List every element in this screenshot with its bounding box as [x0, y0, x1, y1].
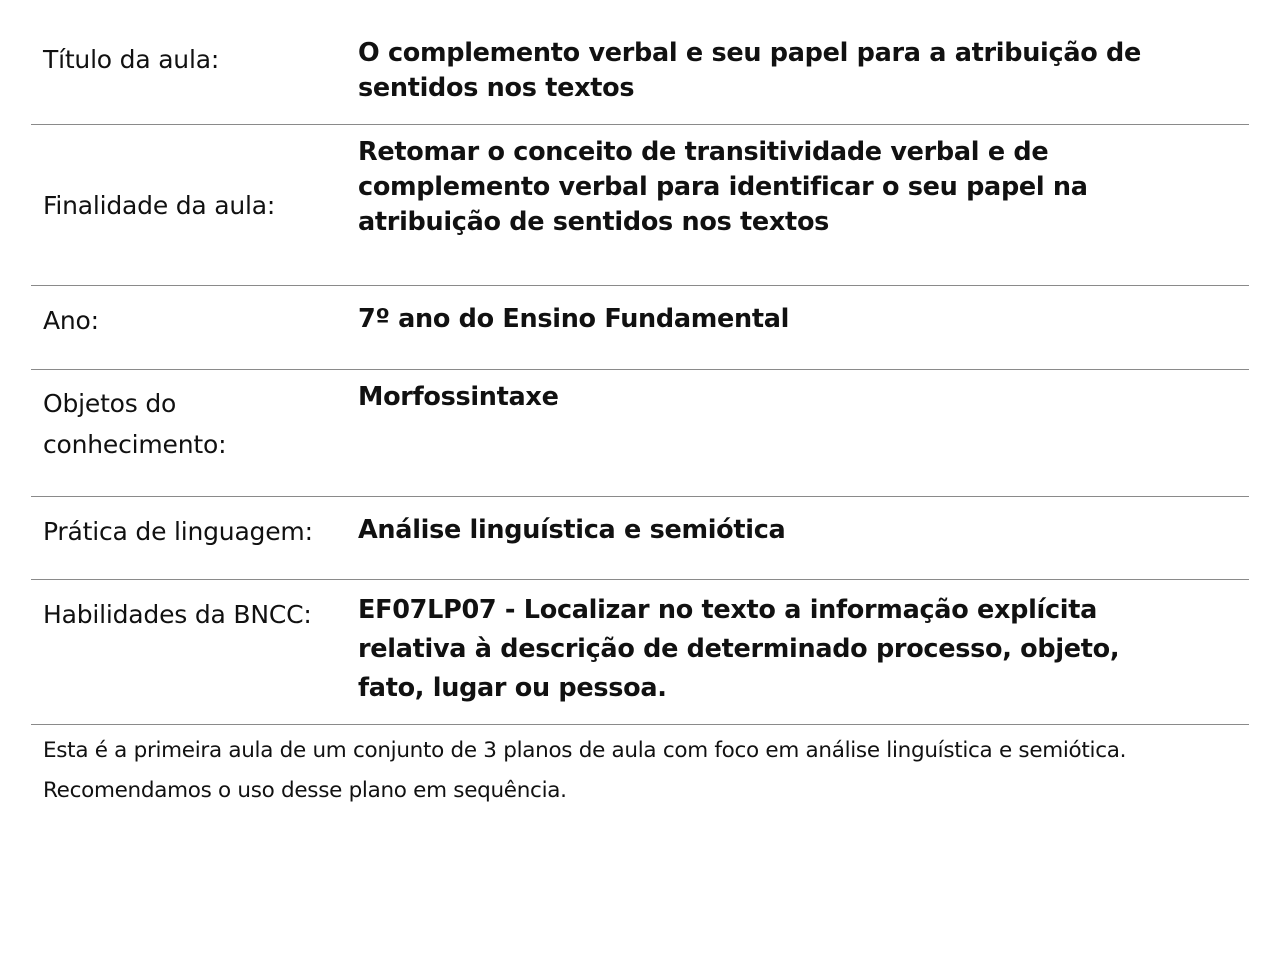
label-knowledge-objects — [43, 383, 226, 465]
row-lesson-title — [31, 0, 1249, 125]
value-line: relativa à descrição de determinado processo, objeto, — [358, 634, 1120, 664]
value-bncc-skills — [358, 591, 1188, 708]
label-language-practice — [43, 511, 313, 552]
row-knowledge-objects — [31, 370, 1249, 497]
value-line: Morfossintaxe — [358, 382, 559, 412]
label-lesson-purpose — [43, 185, 275, 226]
row-grade — [31, 286, 1249, 370]
value-line: Retomar o conceito de transitividade verbal e de — [358, 137, 1049, 167]
lesson-info-table — [31, 0, 1249, 725]
label-grade — [43, 300, 99, 341]
row-language-practice — [31, 497, 1249, 580]
label-line: conhecimento: — [43, 430, 227, 459]
value-knowledge-objects — [358, 380, 1188, 415]
sequence-note — [43, 731, 1263, 811]
value-line: EF07LP07 - Localizar no texto a informação explícita — [358, 595, 1098, 625]
row-bncc-skills — [31, 580, 1249, 725]
value-line: sentidos nos textos — [358, 73, 635, 103]
value-grade — [358, 302, 1188, 337]
note-line: Esta é a primeira aula de um conjunto de 3 planos de aula com foco em análise linguística e semiótica. — [43, 738, 1127, 763]
value-line: fato, lugar ou pessoa. — [358, 673, 667, 703]
label-line: Ano: — [43, 306, 99, 335]
value-lesson-title — [358, 36, 1188, 106]
note-line: Recomendamos o uso desse plano em sequência. — [43, 778, 567, 803]
label-line: Objetos do — [43, 389, 177, 418]
label-line: Prática de linguagem: — [43, 517, 313, 546]
value-line: atribuição de sentidos nos textos — [358, 207, 830, 237]
value-language-practice — [358, 513, 1188, 548]
label-line: Título da aula: — [43, 45, 220, 74]
label-line: Habilidades da BNCC: — [43, 600, 312, 629]
row-lesson-purpose — [31, 125, 1249, 286]
label-lesson-title — [43, 39, 219, 80]
value-line: O complemento verbal e seu papel para a atribuição de — [358, 38, 1141, 68]
value-lesson-purpose — [358, 135, 1188, 240]
label-line: Finalidade da aula: — [43, 191, 276, 220]
value-line: Análise linguística e semiótica — [358, 515, 786, 545]
label-bncc-skills — [43, 594, 312, 635]
value-line: complemento verbal para identificar o seu papel na — [358, 172, 1088, 202]
value-line: 7º ano do Ensino Fundamental — [358, 304, 790, 334]
